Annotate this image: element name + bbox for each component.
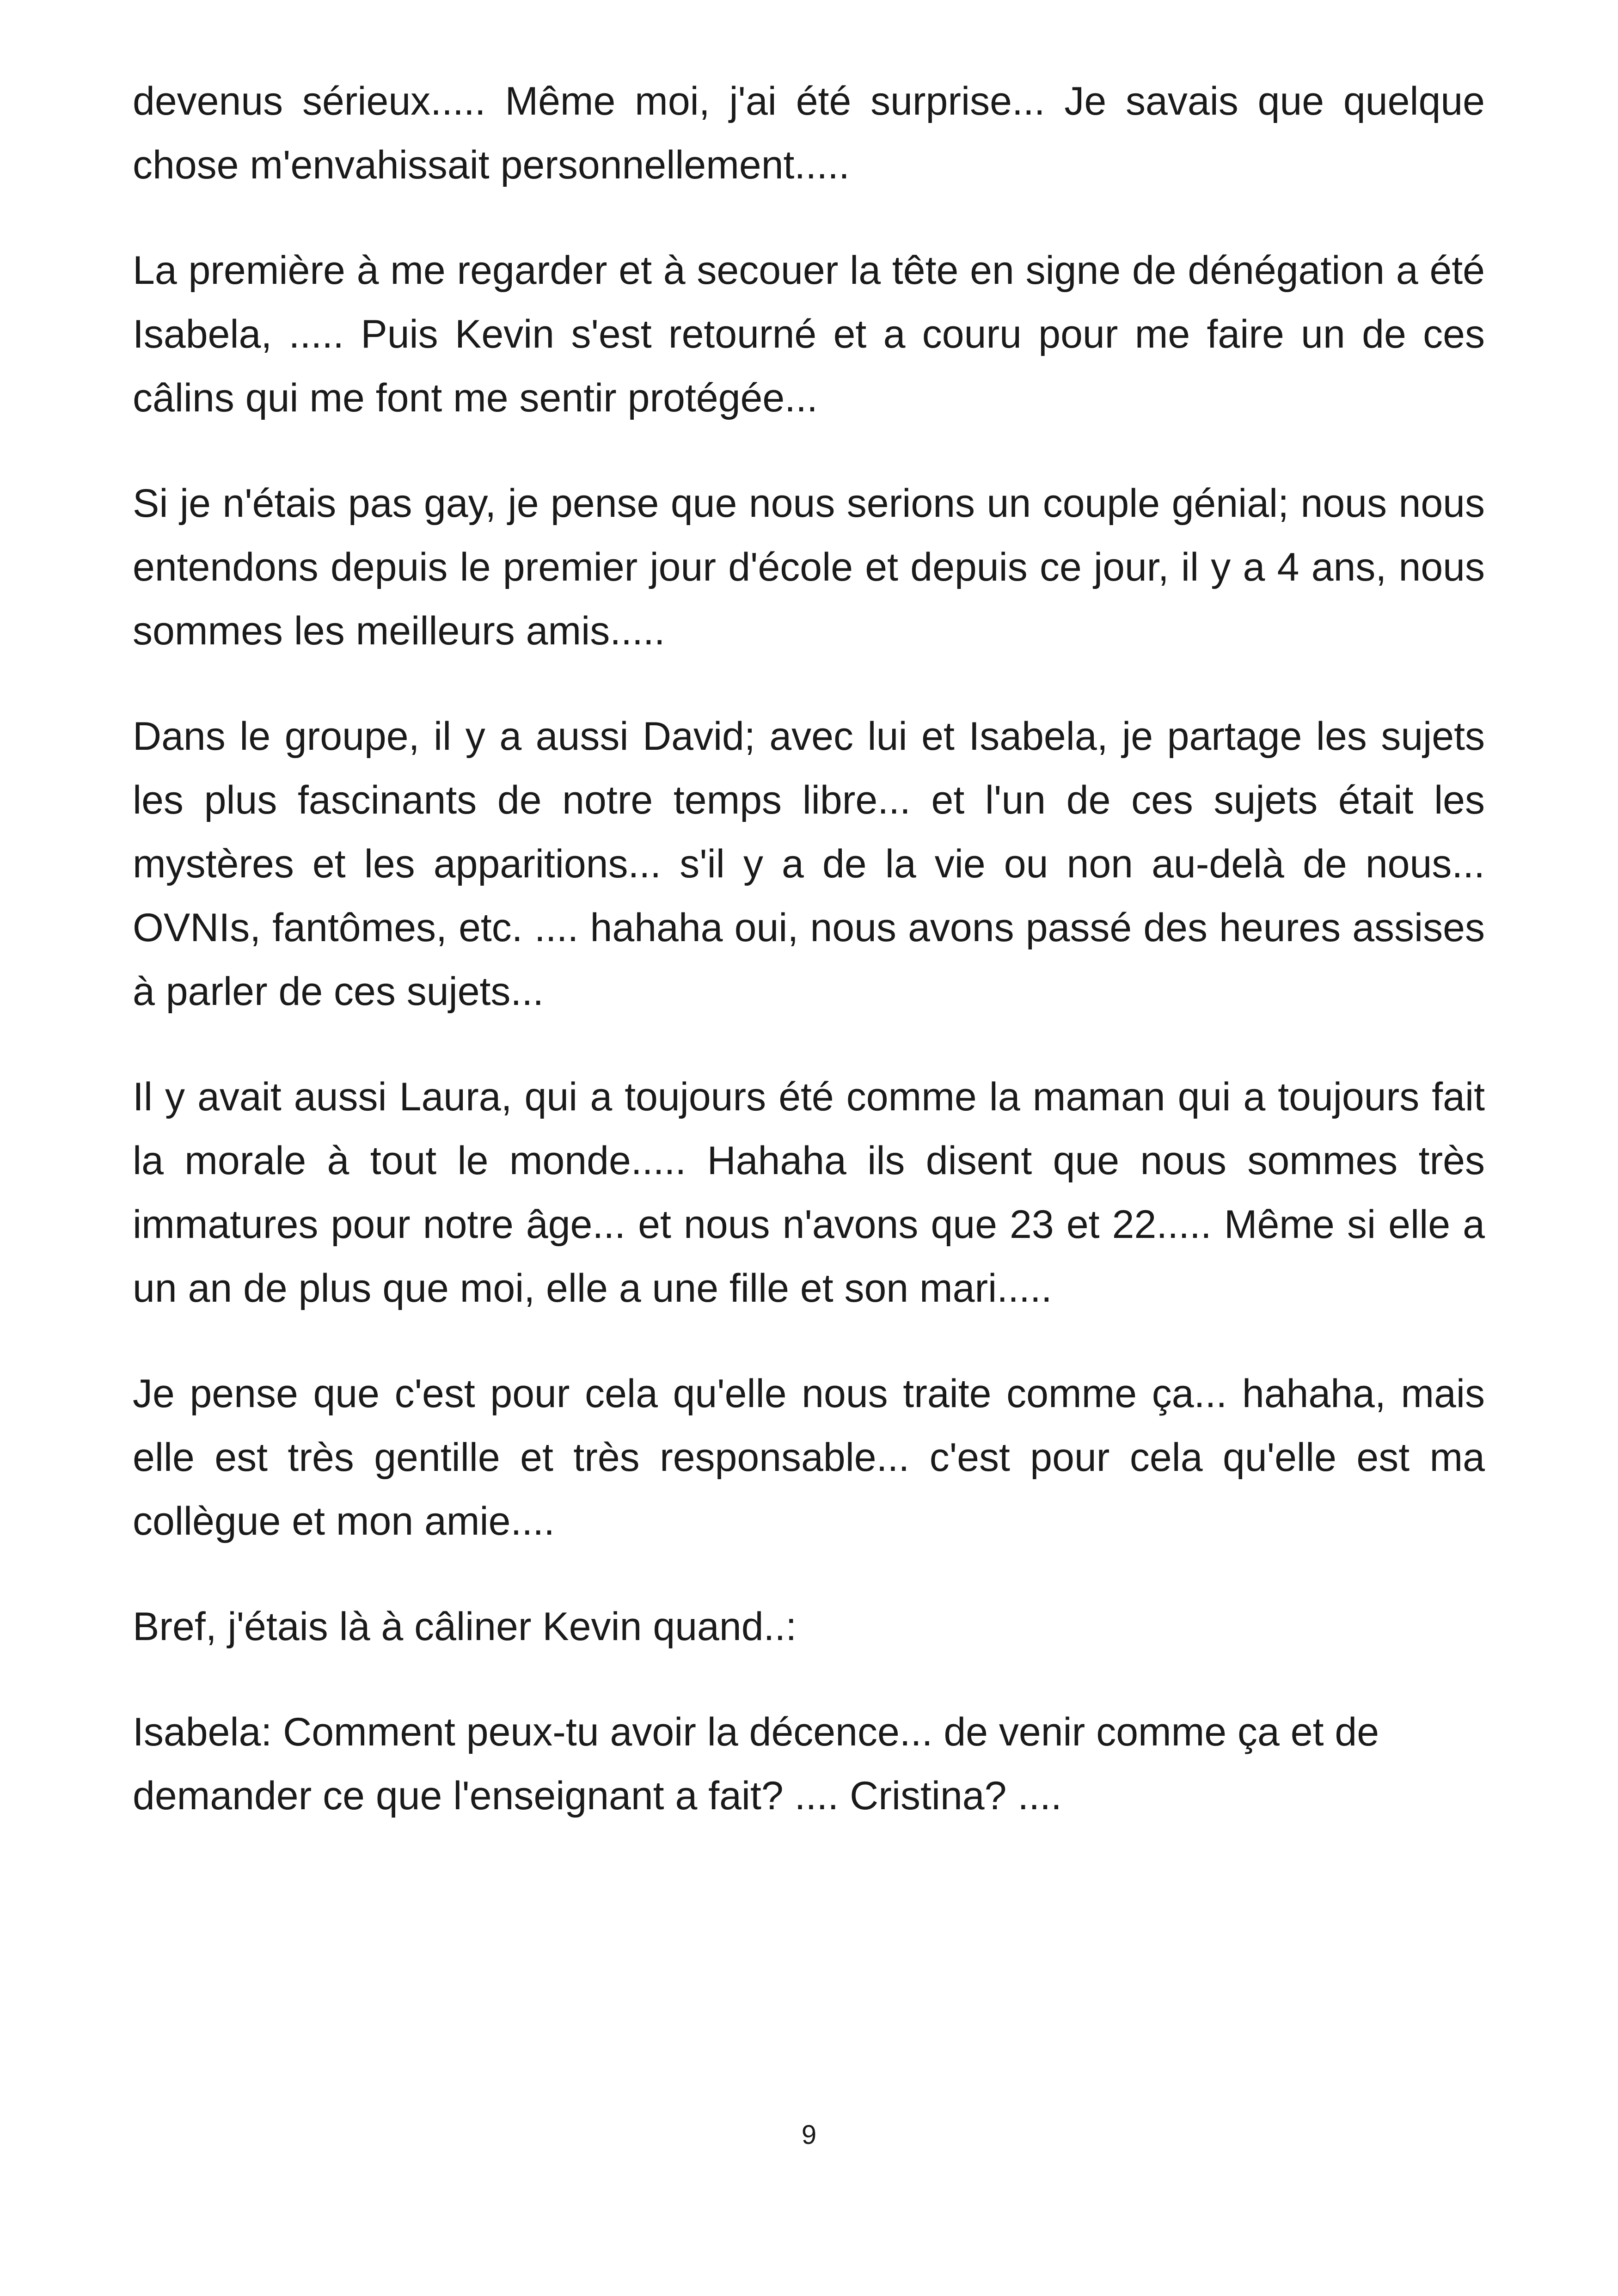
paragraph-5: Il y avait aussi Laura, qui a toujours été comme la maman qui a toujours fait la morale à tout le monde..... Hahaha ils disent que nous sommes très immatures pour notre âge... et nous n'avons que 23 et 22..... Même si elle a un an de plus que moi, elle a une fille et son mari..... [133, 1075, 1485, 1310]
paragraph-8: Isabela: Comment peux-tu avoir la décence... de venir comme ça et de demander ce que l'enseignant a fait? .... Cristina? .... [133, 1710, 1379, 1818]
paragraph-2: La première à me regarder et à secouer la tête en signe de dénégation a été Isabela, ..... Puis Kevin s'est retourné et a couru pour me faire un de ces câlins qui me font me sentir protégée... [133, 248, 1485, 420]
paragraph-4: Dans le groupe, il y a aussi David; avec lui et Isabela, je partage les sujets les plus fascinants de notre temps libre... et l'un de ces sujets était les mystères et les apparitions... s'il y a de la vie ou non au-delà de nous... OVNIs, fantômes, etc. .... hahaha oui, nous avons passé des heures assises à parler de ces sujets... [133, 714, 1485, 1014]
paragraph-6: Je pense que c'est pour cela qu'elle nous traite comme ça... hahaha, mais elle est très gentille et très responsable... c'est pour cela qu'elle est ma collègue et mon amie.... [133, 1371, 1485, 1543]
body-text [133, 69, 1485, 1869]
paragraph-1: devenus sérieux..... Même moi, j'ai été surprise... Je savais que quelque chose m'envahissait personnellement..... [133, 79, 1485, 187]
paragraph-3: Si je n'étais pas gay, je pense que nous serions un couple génial; nous nous entendons depuis le premier jour d'école et depuis ce jour, il y a 4 ans, nous sommes les meilleurs amis..... [133, 481, 1485, 653]
paragraph-7: Bref, j'étais là à câliner Kevin quand..: [133, 1604, 797, 1649]
page-number: 9 [801, 2120, 817, 2150]
